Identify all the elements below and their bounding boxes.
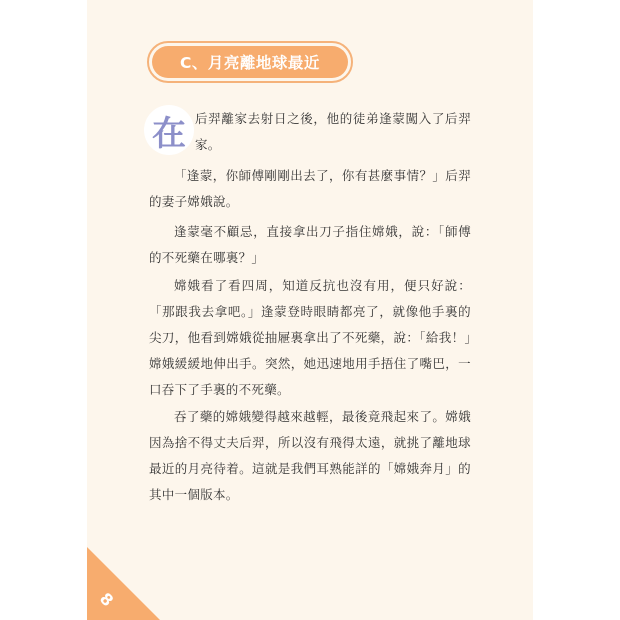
drop-cap-circle — [144, 105, 194, 155]
section-title-badge — [147, 41, 353, 83]
paragraph-1: 后羿離家去射日之後，他的徒弟逢蒙闖入了后羿家。 — [195, 111, 471, 152]
paragraph-2: 「逢蒙，你師傅剛剛出去了，你有甚麼事情？」后羿的妻子嫦娥說。 — [149, 168, 471, 209]
page-corner-triangle — [87, 547, 160, 620]
section-title: C、月亮離地球最近 — [152, 46, 348, 78]
book-page — [87, 0, 533, 620]
paragraph-4: 嫦娥看了看四周，知道反抗也沒有用，便只好說：「那跟我去拿吧。」逢蒙登時眼睛都亮了，就像他手裏的尖刀，他看到嫦娥從抽屜裏拿出了不死藥，說：「給我！」嫦娥緩緩地伸出手。突然，她迅速地用手捂住了嘴巴，一口吞下了手裏的不死藥。 — [149, 278, 471, 397]
drop-cap: 在 — [152, 113, 186, 154]
page-number: 8 — [95, 588, 118, 611]
paragraph-3: 逢蒙毫不顧忌，直接拿出刀子指住嫦娥，說：「師傅的不死藥在哪裏？」 — [149, 224, 471, 265]
paragraph-5: 吞了藥的嫦娥變得越來越輕，最後竟飛起來了。嫦娥因為捨不得丈夫后羿，所以沒有飛得太遠，就挑了離地球最近的月亮待着。這就是我們耳熟能詳的「嫦娥奔月」的其中一個版本。 — [149, 409, 471, 502]
